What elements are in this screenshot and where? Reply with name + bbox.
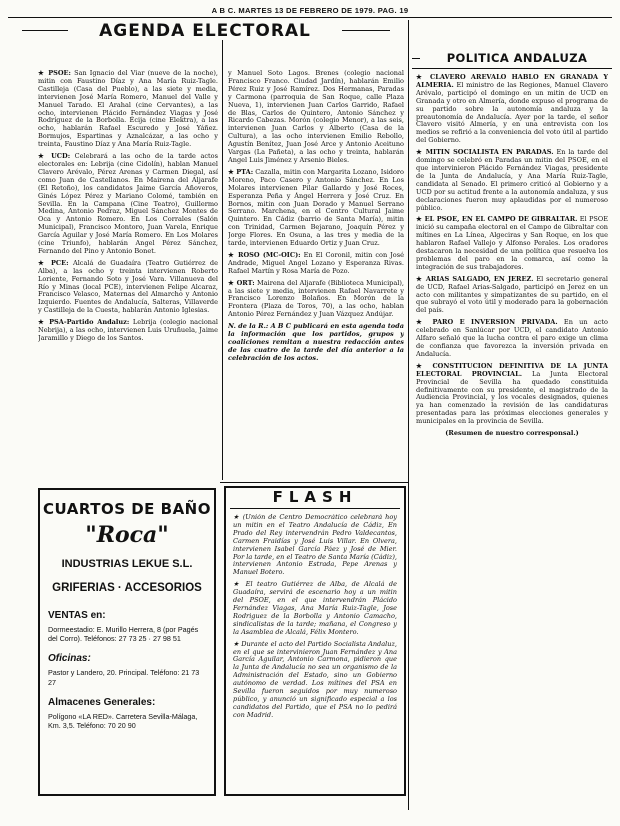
agenda-column-divider xyxy=(222,40,223,480)
agenda-item-psoe: ★ PSOE: San Ignacio del Viar (nueve de la noche), mitin con Faustino Díaz y Ana María Ruiz-Tagle. Castilleja (Casa del Pueblo), a las siete y media, intervienen José María Romero, Manuel del Valle y Manuel Tarado. El Arahal (cine Cervantes), a las ocho, intervienen Plácido Fernández Viagas y José Rodríguez de la Borbolla. Écija (cine Elektra), a las ocho, hablarán Rafael Escuredo y José Yáñez. Bormujos, Espartinas y Aznalcázar, a las ocho y treinta, Faustino Díaz y Ana María Ruiz-Tagle. xyxy=(38,70,218,149)
ad-products: GRIFERIAS · ACCESORIOS xyxy=(52,582,202,594)
ad-brand: "Roca" xyxy=(85,522,169,548)
agenda-editor-note: N. de la R.: A B C publicará en esta agenda toda la información que los partidos, grupos y coaliciones remitan a nuestra redacción antes de las cuatro de la tarde del día anterior a la celebración de los actos. xyxy=(228,322,404,362)
agenda-column-1 xyxy=(38,70,218,475)
ad-ventas-title: VENTAS en: xyxy=(48,610,106,621)
politica-item: ★ PARO E INVERSION PRIVADA. En un acto celebrado en Sanlúcar por UCD, el candidato Antonio Alfaro señaló que la lucha contra el paro exige un clima de confianza que favorezca la inversión privada en Andalucía. xyxy=(416,318,608,358)
flash-body xyxy=(233,514,397,790)
agenda-item-continued: y Manuel Soto Lagos. Brenes (colegio nacional Francisco Franco. Ciudad Jardín), hablarán Emilio Pérez Ruiz y José Ramírez. Dos Hermanas, Paradas y Carmona (parroquia de San Roque, calle Plaza Nueva, 1), intervienen Juan Carlos Garrido, Rafael de Blas, Carlos de Quintero, Antonio Sánchez y Ricardo Cabezas. Morón (colegio Menor), a las seis, intervienen Juan Carlos y Alberto (Casa de la Cultura), a las ocho intervienen Emilio Rebollo, Agustín Benítez, Juan José Arce y Antonio Aceituno Vargas (La Pañeta), a las ocho y treinta, hablarán Angel Luis Jiménez y Arsenio Bieles. xyxy=(228,70,404,164)
flash-item: ★ (Unión de Centro Democrático celebrará hoy un mitin en el Teatro Andalucía de Cádiz, En Prado del Rey intervendrán Pedro Valdecantos, Carmen Fraidías y José Luis Villar. En Olvera, intervienen Isabel García Páez y José de Mier. Por la tarde, en el Teatro de Santa María (Cádiz), intervienen Antonio Estrada, Pepe Arenas y Manuel Botero. xyxy=(233,514,397,577)
agenda-title-bar xyxy=(22,20,390,40)
ad-almacenes-text: Polígono «LA RED». Carretera Sevilla-Málaga, Km. 3,5. Teléfono: 70 20 90 xyxy=(48,711,198,731)
flash-item: ★ Durante el acto del Partido Socialista Andaluz, en el que se intervinieron Juan Fernández y Ana García Aguilar, Antonio Carmona, pidieron que la Junta de Andalucía no sea un organismo de la Administración del Estado, sino un Gobierno autónomo de verdad. Los mítines del PSA en Sevilla fueron seguidos por muy numeroso público, y anunció un significado especial a los candidatos del Partido, que el PSA no lo pedirá con Madrid. xyxy=(233,639,397,719)
politica-column xyxy=(416,74,608,822)
ad-almacenes-title: Almacenes Generales: xyxy=(48,696,156,708)
politica-item: ★ CONSTITUCION DEFINITIVA DE LA JUNTA ELECTORAL PROVINCIAL. La Junta Electoral Provincial de Sevilla ha quedado constituida definitivamente con su presidente, el magistrado de la Audiencia Provincial, y los vocales designados, quienes ya han comenzado la revisión de las candidaturas presentadas para las próximas elecciones generales y municipales en la provincia de Sevilla. xyxy=(416,361,608,426)
agenda-item-psa: ★ PSA-Partido Andaluz: Lebrija (colegio nacional Nebrija), a las ocho, intervienen Luis Uruñuela, Jaime Jaramillo y Diego de los Santos. xyxy=(38,318,218,342)
ad-oficinas-title: Oficinas: xyxy=(48,653,91,665)
ad-ventas-text: Dormeestadio: E. Murillo Herrera, 8 (por Pagés del Corro). Teléfonos: 27 73 25 · 27 98 51 xyxy=(48,625,199,644)
flash-box xyxy=(224,486,406,796)
ad-headline: CUARTOS DE BAÑO xyxy=(43,500,211,518)
agenda-bottom-rule xyxy=(220,482,408,483)
ad-oficinas-text: Pastor y Landero, 20. Principal. Teléfono: 21 73 27 xyxy=(48,668,200,687)
politica-item: ★ CLAVERO AREVALO HABLO EN GRANADA Y ALMERIA. El ministro de las Regiones, Manuel Clavero Arévalo, participó el domingo en un mitin de UCD en Granada y otro en Almería, donde expuso el programa de su partido sobre la autonomía andaluza y la preautonomía de Andalucía. Ayer por la tarde, el señor Clavero visitó Almería, y en una entrevista con los medios se refirió a la conveniencia del voto útil al partido del Gobierno. xyxy=(416,74,608,145)
politica-title-bar xyxy=(412,50,612,68)
agenda-item-pce: ★ PCE: Alcalá de Guadaíra (Teatro Gutiérrez de Alba), a las ocho y treinta intervienen Roberto Loriente, Fernando Soto y José Vara. Villanueva del Río y Minas (local PCE), intervienen Felipe Alcaraz, Francisco Velasco, Maternas del Almarcho y Antonio Izquierdo. Fuentes de Andalucía, Salteras, Villaverde y Castilleja de la Cuesta, hablarán Antonio Iglesias. xyxy=(38,258,218,315)
politica-item: ★ EL PSOE, EN EL CAMPO DE GIBRALTAR. El PSOE inició su campaña electoral en el Campo de Gibraltar con mítines en La Línea, Algeciras y San Roque, en los que hablaron Rafael Vallejo y Alfonso Perales. Los oradores destacaron la necesidad de una política que resuelva los problemas del paro en la comarca, así como la integración de sus trabajadores. xyxy=(416,215,608,271)
agenda-title: AGENDA ELECTORAL xyxy=(99,21,311,41)
section-divider xyxy=(408,20,409,810)
flash-title: FLASH xyxy=(272,488,358,506)
agenda-item-ort: ★ ORT: Mairena del Aljarafe (Biblioteca Municipal), a las siete y media, intervienen Rafael Navarrete y Francisco Lorenzo Bolaños. En Morón de la Frontera (Plaza de Toros, 70), a las ocho, hablan Antonio Pérez Fernández y Juan Vázquez Andújar. xyxy=(228,278,404,319)
ad-details xyxy=(48,610,206,730)
page-header: A B C. MARTES 13 DE FEBRERO DE 1979. PAG. 19 xyxy=(211,6,409,15)
politica-title: POLITICA ANDALUZA xyxy=(446,51,588,65)
header-rule xyxy=(8,17,612,18)
agenda-item-roso: ★ ROSO (MC-OIC): En El Coronil, mitin con José Andrade, Miguel Angel Lozano y Esperanza Rivas. Rafael Martín y Rosa María de Pozo. xyxy=(228,250,404,275)
agenda-item-pta: ★ PTA: Cazalla, mitin con Margarita Lozano, Isidoro Moreno, Paco Casero y Antonio Sánchez. En Los Molares intervienen Pilar Gallardo y José Roces, Esperanza Peña y Ángel Herrera y José Cruz. En Bornos, mitin con Juan Dorado y Manuel Serrano Serrano. Marchena, en el Centro Cultural Jaime Quintero. En Cádiz (barrio de Santa María), mitin con Trinidad, Carmen Bejarano, Joaquín Pérez y Jorge Flores. En Osuna, a las tres y media de la tarde, intervienen Eduardo Ortiz y Juan Cruz. xyxy=(228,167,404,248)
politica-item: ★ MITIN SOCIALISTA EN PARADAS. En la tarde del domingo se celebró en Paradas un mitin del PSOE, en el que intervinieron Plácido Fernández Viagas, presidente de la Junta de Andalucía, y Ana María Ruiz-Tagle, candidata al Senado. El primero criticó al Gobierno y a UCD por su actitud frente a la autonomía andaluza, y sus declaraciones fueron muy aplaudidas por el numeroso público. xyxy=(416,148,608,212)
agenda-item-ucd: ★ UCD: Celebrará a las ocho de la tarde actos electorales en: Lebrija (cine Cidolín), hablan Manuel Clavero Arévalo, Pérez Arenas y Carmen Diegal, así como Juan de Castellanos. En Mairena del Aljarafe (El Retoño), los candidatos Jaime García Añoveros, Ginés López Pérez y Mariano Colomé, también en Sevilla. En la Campana (Cine Teatro), Guillermo Medina, Antonio Pedraz, Miguel Sánchez Montes de Oca y Antonio Romero. En Los Corrales (Salón Municipal), Francisco Montoro, Juan Varela, Enrique García Aguilar y José María Romero. En Los Molares (cine Triunfo), hablarán Angel Pérez Sánchez, Fernando del Pino y Antonio Bonet. xyxy=(38,152,218,255)
roca-advertisement xyxy=(38,488,216,796)
flash-item: ★ El teatro Gutiérrez de Alba, de Alcalá de Guadaíra, servirá de escenario hoy a un mitin del PSOE, en el que intervendrán Plácido Fernández Viagas, Ana María Ruiz-Tagle, Jose Rodriguez de la Borbolla y Antonio Camacho, sindicalistas de la tarde; mañana, el Congreso y la Asamblea de Alcalá, Félix Montero. xyxy=(233,580,397,636)
politica-footer: (Resumen de nuestro corresponsal.) xyxy=(445,429,579,438)
politica-item: ★ ARIAS SALGADO, EN JEREZ. El secretario general de UCD, Rafael Arias-Salgado, participó en Jerez en un acto con militantes y simpatizantes de su partido, en el que subrayó el voto útil y moderado para la gobernación del país. xyxy=(416,274,608,315)
ad-company: INDUSTRIAS LEKUE S.L. xyxy=(61,558,193,570)
agenda-column-2 xyxy=(228,70,404,475)
